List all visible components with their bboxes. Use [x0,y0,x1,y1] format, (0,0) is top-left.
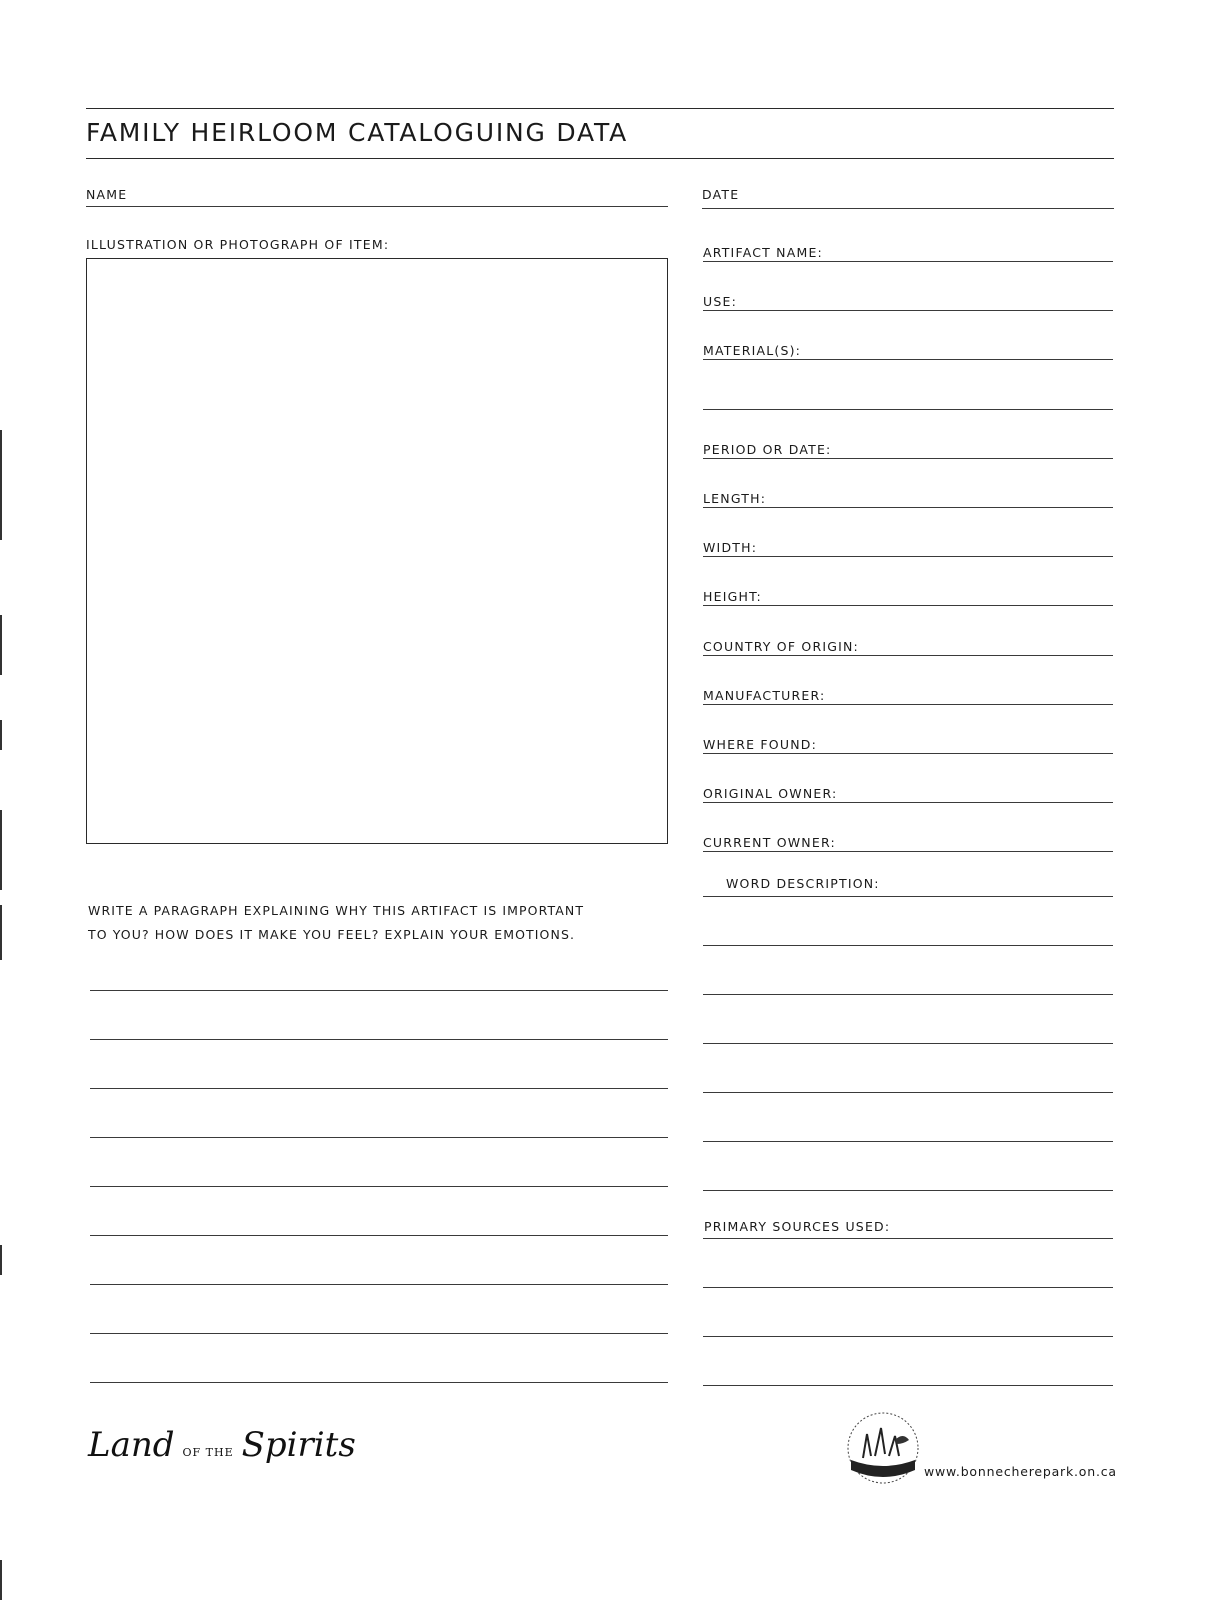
scan-edge-mark [0,1245,2,1275]
page-title: FAMILY HEIRLOOM CATALOGUING DATA [86,118,629,147]
right-field-line[interactable] [703,507,1113,508]
primary-sources-line[interactable] [703,1336,1113,1337]
word-description-line[interactable] [703,896,1113,897]
right-field-line[interactable] [703,359,1113,360]
right-field-label: HEIGHT: [703,589,762,605]
logo-word-land: Land [88,1425,175,1465]
paragraph-line[interactable] [90,1333,668,1334]
primary-sources-line[interactable] [703,1385,1113,1386]
scan-edge-mark [0,1560,2,1600]
paragraph-line[interactable] [90,1382,668,1383]
right-field-line[interactable] [703,409,1113,410]
primary-sources-label: PRIMARY SOURCES USED: [704,1219,891,1234]
right-field-line[interactable] [703,851,1113,852]
right-field-label: USE: [703,294,737,310]
paragraph-line[interactable] [90,1235,668,1236]
primary-sources-line[interactable] [703,1238,1113,1239]
name-field-line[interactable] [86,206,668,207]
scan-edge-mark [0,810,2,890]
right-field-line[interactable] [703,310,1113,311]
right-field-label: ARTIFACT NAME: [703,245,823,260]
logo-word-of-the: OF THE [182,1446,234,1459]
right-field-label: MANUFACTURER: [703,687,826,703]
scan-edge-mark [0,430,2,540]
website-url[interactable]: www.bonnecherepark.on.ca [924,1464,1117,1479]
right-field-line[interactable] [703,704,1113,705]
scan-edge-mark [0,905,2,960]
right-field-label: LENGTH: [703,491,767,506]
word-description-label: WORD DESCRIPTION: [726,876,880,891]
name-label: NAME [86,187,128,202]
right-field-label: WHERE FOUND: [703,737,817,752]
word-description-line[interactable] [703,994,1113,995]
paragraph-prompt-line-1: WRITE A PARAGRAPH EXPLAINING WHY THIS ARTIFACT IS IMPORTANT [88,903,585,918]
paragraph-line[interactable] [90,990,668,991]
photo-box[interactable] [86,258,668,844]
word-description-line[interactable] [703,1043,1113,1044]
right-field-label: MATERIAL(S): [703,343,802,359]
paragraph-line[interactable] [90,1284,668,1285]
logo-word-spirits: Spirits [241,1425,356,1465]
right-field-label: ORIGINAL OWNER: [703,786,838,802]
word-description-line[interactable] [703,1141,1113,1142]
land-of-the-spirits-logo [88,1425,356,1465]
paragraph-line[interactable] [90,1088,668,1089]
paragraph-prompt-line-2: TO YOU? HOW DOES IT MAKE YOU FEEL? EXPLAIN YOUR EMOTIONS. [88,927,576,942]
word-description-line[interactable] [703,1092,1113,1093]
right-field-line[interactable] [703,261,1113,262]
right-field-label: CURRENT OWNER: [703,835,836,851]
right-field-label: COUNTRY OF ORIGIN: [703,638,859,654]
word-description-line[interactable] [703,945,1113,946]
right-field-line[interactable] [703,655,1113,656]
scan-edge-mark [0,615,2,675]
right-field-line[interactable] [703,458,1113,459]
park-seal-icon [845,1410,921,1486]
paragraph-line[interactable] [90,1039,668,1040]
paragraph-line[interactable] [90,1137,668,1138]
primary-sources-line[interactable] [703,1287,1113,1288]
title-bottom-rule [86,158,1114,159]
right-field-line[interactable] [703,605,1113,606]
right-field-label: PERIOD OR DATE: [703,441,832,457]
paragraph-line[interactable] [90,1186,668,1187]
title-top-rule [86,108,1114,109]
photo-label: ILLUSTRATION OR PHOTOGRAPH OF ITEM: [86,237,390,252]
scan-edge-mark [0,720,2,750]
right-field-line[interactable] [703,556,1113,557]
right-field-label: WIDTH: [703,540,758,556]
date-label: DATE [702,187,740,202]
right-field-line[interactable] [703,802,1113,803]
right-field-line[interactable] [703,753,1113,754]
paragraph-prompt [88,899,584,947]
date-field-line[interactable] [702,208,1114,209]
word-description-line[interactable] [703,1190,1113,1191]
